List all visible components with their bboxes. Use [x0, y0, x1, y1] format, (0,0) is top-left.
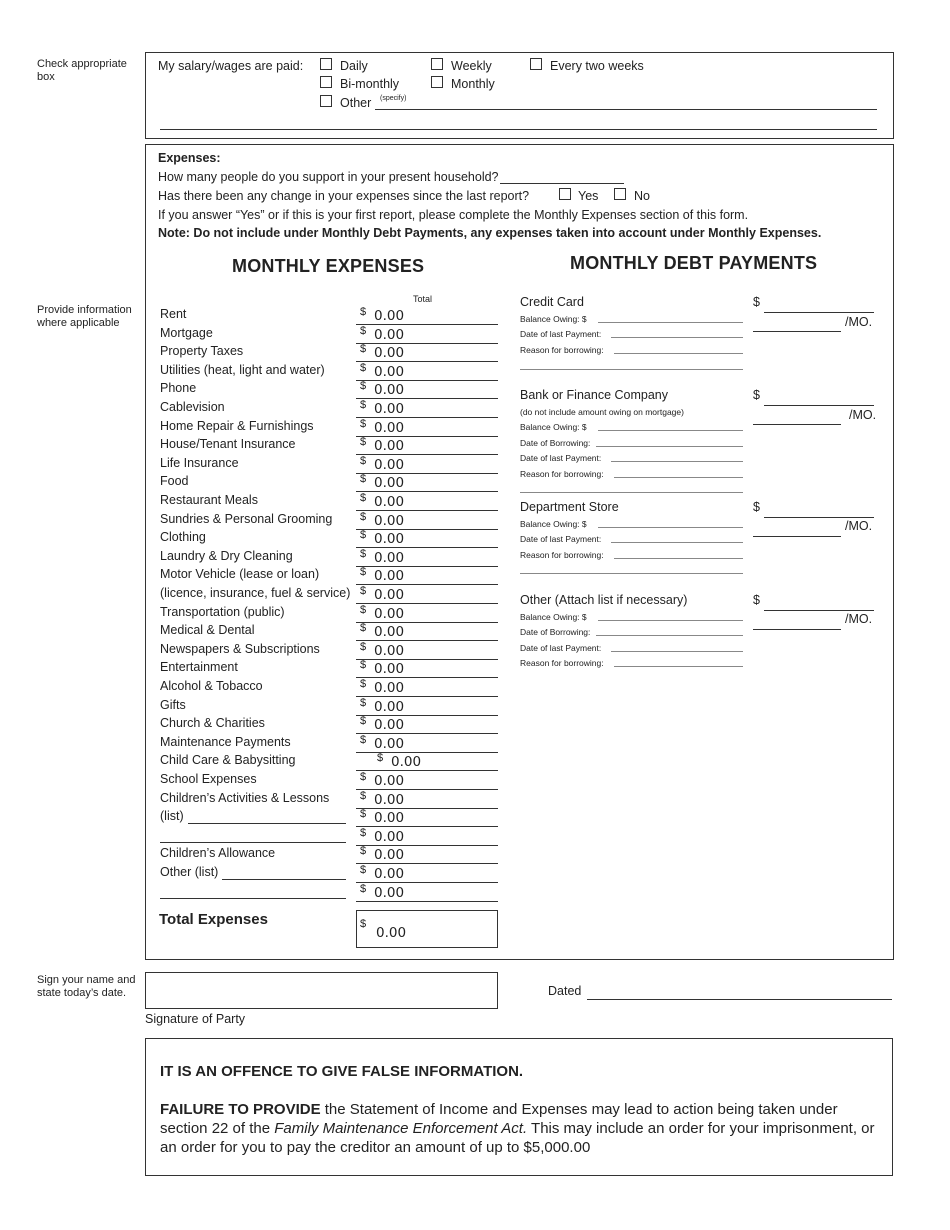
bank-reason-field-line2[interactable] [520, 492, 743, 493]
bank-reason-label: Reason for borrowing: [520, 469, 604, 479]
daily-checkbox[interactable] [320, 58, 332, 70]
expense-label: Medical & Dental [160, 623, 255, 637]
expense-dollar-sign: $ [360, 771, 367, 783]
expense-description-field[interactable] [160, 842, 346, 843]
bank-borrowing-field[interactable] [596, 446, 743, 447]
expense-label: Gifts [160, 698, 186, 712]
warning-bold: FAILURE TO PROVIDE [160, 1101, 321, 1118]
expense-label: Food [160, 474, 189, 488]
expense-description-field[interactable] [222, 879, 346, 880]
other-label: Other [340, 96, 372, 110]
monthly-label: Monthly [451, 77, 495, 91]
expense-label: Phone [160, 381, 197, 395]
expense-dollar-sign: $ [360, 362, 367, 374]
expense-dollar-sign: $ [360, 455, 367, 467]
expense-value: 0.00 [374, 624, 405, 640]
expense-value: 0.00 [374, 606, 405, 622]
monthly-debt-heading: MONTHLY DEBT PAYMENTS [570, 253, 818, 273]
bank-last-payment-label: Date of last Payment: [520, 453, 602, 463]
instructions-text: If you answer “Yes” or if this is your first report, please complete the Monthly Expenses section of this form. [158, 208, 749, 222]
department-amount-field[interactable] [764, 517, 874, 518]
change-yes-label: Yes [578, 189, 599, 203]
expense-value: 0.00 [374, 847, 405, 863]
expense-value: 0.00 [374, 661, 405, 677]
expense-amount-field[interactable] [356, 696, 498, 697]
expense-amount-field[interactable] [356, 603, 498, 604]
expense-dollar-sign: $ [360, 585, 367, 597]
expense-amount-field[interactable] [356, 436, 498, 437]
expense-value: 0.00 [374, 401, 405, 417]
credit-card-amount-field[interactable] [764, 312, 874, 313]
expense-value: 0.00 [374, 327, 405, 343]
expense-value: 0.00 [374, 475, 405, 491]
other-debt-title: Other (Attach list if necessary) [520, 593, 688, 607]
expense-amount-field[interactable] [356, 677, 498, 678]
expense-dollar-sign: $ [360, 678, 367, 690]
credit-card-title: Credit Card [520, 295, 584, 309]
department-reason-field-line2[interactable] [520, 573, 743, 574]
credit-card-per-month: /MO. [845, 315, 873, 329]
expense-dollar-sign: $ [360, 659, 367, 671]
expense-label: Laundry & Dry Cleaning [160, 549, 293, 563]
expense-amount-field[interactable] [356, 473, 498, 474]
side-note-sign: Sign your name and state today’s date. [37, 974, 136, 999]
expense-amount-field[interactable] [356, 640, 498, 641]
expense-amount-field[interactable] [356, 659, 498, 660]
expense-amount-field[interactable] [356, 510, 498, 511]
other-per-month: /MO. [845, 612, 873, 626]
expense-value: 0.00 [374, 550, 405, 566]
expense-dollar-sign: $ [360, 473, 367, 485]
department-reason-label: Reason for borrowing: [520, 550, 604, 560]
department-balance-label: Balance Owing: $ [520, 519, 587, 529]
expense-value: 0.00 [374, 364, 405, 380]
expense-value: 0.00 [374, 773, 405, 789]
dated-label: Dated [548, 984, 582, 998]
department-monthly-field[interactable] [753, 536, 841, 537]
expense-value: 0.00 [374, 438, 405, 454]
expense-dollar-sign: $ [360, 845, 367, 857]
expense-value: 0.00 [374, 494, 405, 510]
total-expenses-label: Total Expenses [159, 911, 268, 928]
other-monthly-field[interactable] [753, 629, 841, 630]
expense-value: 0.00 [374, 699, 405, 715]
expense-label: Life Insurance [160, 456, 239, 470]
expense-label: Maintenance Payments [160, 735, 291, 749]
expense-amount-field[interactable] [356, 808, 498, 809]
expense-dollar-sign: $ [360, 734, 367, 746]
expense-label: Other (list) [160, 865, 219, 879]
expense-label: Entertainment [160, 660, 238, 674]
warning-paragraph [160, 1100, 880, 1157]
credit-card-monthly-field[interactable] [753, 331, 841, 332]
expense-value: 0.00 [374, 643, 405, 659]
expense-value: 0.00 [374, 885, 405, 901]
department-per-month: /MO. [845, 519, 873, 533]
expense-dollar-sign: $ [360, 492, 367, 504]
expense-label: (licence, insurance, fuel & service) [160, 586, 351, 600]
expense-label: Sundries & Personal Grooming [160, 512, 333, 526]
credit-card-reason-label: Reason for borrowing: [520, 345, 604, 355]
expense-dollar-sign: $ [360, 399, 367, 411]
expense-dollar-sign: $ [360, 306, 367, 318]
weekly-checkbox[interactable] [431, 58, 443, 70]
expense-dollar-sign: $ [360, 864, 367, 876]
expense-dollar-sign: $ [360, 790, 367, 802]
other-balance-label: Balance Owing: $ [520, 612, 587, 622]
expense-value: 0.00 [374, 531, 405, 547]
other-last-payment-field[interactable] [611, 651, 743, 652]
department-last-payment-label: Date of last Payment: [520, 534, 602, 544]
expense-label: Church & Charities [160, 716, 265, 730]
expense-amount-field[interactable] [356, 789, 498, 790]
credit-card-balance-field[interactable] [598, 322, 743, 323]
expense-value: 0.00 [374, 568, 405, 584]
expense-dollar-sign: $ [360, 883, 367, 895]
expense-value: 0.00 [374, 792, 405, 808]
daily-label: Daily [340, 59, 368, 73]
monthly-checkbox[interactable] [431, 76, 443, 88]
expense-dollar-sign: $ [360, 436, 367, 448]
expense-amount-field[interactable] [356, 529, 498, 530]
other-borrowing-field[interactable] [596, 635, 743, 636]
expense-dollar-sign: $ [360, 808, 367, 820]
side-note-provide-info: Provide information where applicable [37, 304, 132, 329]
expense-label: Property Taxes [160, 344, 244, 358]
expense-label: Newspapers & Subscriptions [160, 642, 320, 656]
expense-value: 0.00 [374, 717, 405, 733]
weekly-label: Weekly [451, 59, 492, 73]
bank-amount-field[interactable] [764, 405, 874, 406]
expense-label: Child Care & Babysitting [160, 753, 296, 767]
expense-value: 0.00 [374, 457, 405, 473]
signature-label: Signature of Party [145, 1012, 246, 1026]
expense-dollar-sign: $ [360, 827, 367, 839]
expense-label: Children’s Activities & Lessons [160, 791, 330, 805]
expense-dollar-sign: $ [360, 622, 367, 634]
expense-amount-field[interactable] [356, 733, 498, 734]
credit-card-balance-label: Balance Owing: $ [520, 314, 587, 324]
expense-value: 0.00 [374, 829, 405, 845]
expense-amount-field[interactable] [356, 566, 498, 567]
expense-amount-field[interactable] [356, 584, 498, 585]
other-specify-field[interactable] [375, 109, 877, 110]
expense-label: Children’s Allowance [160, 846, 276, 860]
change-no-checkbox[interactable] [614, 188, 626, 200]
expense-label: Rent [160, 307, 187, 321]
expense-amount-field[interactable] [356, 863, 498, 864]
expense-amount-field[interactable] [356, 826, 498, 827]
other-reason-label: Reason for borrowing: [520, 658, 604, 668]
note-text: Note: Do not include under Monthly Debt Payments, any expenses taken into account under Monthly Expenses. [158, 226, 822, 240]
bi-monthly-checkbox[interactable] [320, 76, 332, 88]
expense-label: School Expenses [160, 772, 257, 786]
expense-label: Cablevision [160, 400, 225, 414]
expense-amount-field[interactable] [356, 454, 498, 455]
expense-value: 0.00 [374, 382, 405, 398]
expense-value: 0.00 [374, 420, 405, 436]
bank-reason-field[interactable] [614, 477, 743, 478]
warning-text-2: This may include an order for your imprisonment, or an order for you to pay the creditor an amount of up to $5,000.00 [160, 1120, 875, 1156]
bank-borrowing-label: Date of Borrowing: [520, 438, 591, 448]
warning-act-name: Family Maintenance Enforcement Act. [274, 1120, 528, 1137]
expense-amount-field[interactable] [356, 622, 498, 623]
other-dollar-sign: $ [753, 593, 760, 607]
expense-label: Restaurant Meals [160, 493, 258, 507]
expense-amount-field[interactable] [356, 380, 498, 381]
department-balance-field[interactable] [598, 527, 743, 528]
expense-dollar-sign: $ [360, 529, 367, 541]
expense-amount-field[interactable] [356, 343, 498, 344]
bank-last-payment-field[interactable] [611, 461, 743, 462]
expense-amount-field[interactable] [356, 770, 498, 771]
expense-amount-field[interactable] [356, 901, 498, 902]
expense-dollar-sign: $ [360, 548, 367, 560]
side-note-check-box: Check appropriate box [37, 58, 127, 83]
department-store-title: Department Store [520, 500, 619, 514]
expense-value: 0.00 [374, 587, 405, 603]
other-amount-field[interactable] [764, 610, 874, 611]
expense-value: 0.00 [391, 754, 422, 770]
expense-value: 0.00 [374, 308, 405, 324]
credit-card-dollar-sign: $ [753, 295, 760, 309]
bank-balance-label: Balance Owing: $ [520, 422, 587, 432]
expense-label: Utilities (heat, light and water) [160, 363, 325, 377]
expense-description-field[interactable] [188, 823, 346, 824]
bank-per-month: /MO. [849, 408, 877, 422]
expense-label: House/Tenant Insurance [160, 437, 296, 451]
expense-label: Home Repair & Furnishings [160, 419, 314, 433]
total-dollar-sign: $ [360, 918, 367, 930]
bank-balance-field[interactable] [598, 430, 743, 431]
expense-dollar-sign: $ [360, 511, 367, 523]
expense-dollar-sign: $ [360, 697, 367, 709]
expense-label: Motor Vehicle (lease or loan) [160, 567, 320, 581]
expense-amount-field[interactable] [356, 398, 498, 399]
expense-dollar-sign: $ [360, 641, 367, 653]
household-count-field[interactable] [500, 183, 624, 184]
expense-description-field[interactable] [160, 898, 346, 899]
expense-dollar-sign: $ [377, 752, 384, 764]
expense-amount-field[interactable] [356, 417, 498, 418]
bank-monthly-field[interactable] [753, 424, 841, 425]
warning-heading: IT IS AN OFFENCE TO GIVE FALSE INFORMATION. [160, 1063, 524, 1080]
expense-dollar-sign: $ [360, 380, 367, 392]
expense-amount-field[interactable] [356, 547, 498, 548]
change-question: Has there been any change in your expenses since the last report? [158, 189, 530, 203]
other-balance-field[interactable] [598, 620, 743, 621]
expense-label: Mortgage [160, 326, 213, 340]
department-reason-field[interactable] [614, 558, 743, 559]
expense-amount-field[interactable] [356, 324, 498, 325]
other-reason-field[interactable] [614, 666, 743, 667]
expense-dollar-sign: $ [360, 566, 367, 578]
credit-card-reason-field[interactable] [614, 353, 743, 354]
expense-dollar-sign: $ [360, 418, 367, 430]
credit-card-last-payment-field[interactable] [611, 337, 743, 338]
expense-value: 0.00 [374, 513, 405, 529]
warning-text-1: the Statement of Income and Expenses may lead to action being taken under section 22 of the [160, 1101, 838, 1137]
bank-note: (do not include amount owing on mortgage) [520, 407, 684, 417]
pay-frequency-label: My salary/wages are paid: [158, 59, 304, 73]
expense-value: 0.00 [374, 736, 405, 752]
date-field[interactable] [587, 999, 892, 1000]
department-last-payment-field[interactable] [611, 542, 743, 543]
expense-dollar-sign: $ [360, 343, 367, 355]
department-dollar-sign: $ [753, 500, 760, 514]
expense-amount-field[interactable] [356, 882, 498, 883]
signature-field[interactable] [145, 972, 498, 1009]
expense-value: 0.00 [374, 680, 405, 696]
expense-amount-field[interactable] [356, 491, 498, 492]
expense-amount-field[interactable] [356, 715, 498, 716]
other-borrowing-label: Date of Borrowing: [520, 627, 591, 637]
expense-label: Transportation (public) [160, 605, 285, 619]
total-column-header: Total [413, 294, 433, 304]
every-two-weeks-checkbox[interactable] [530, 58, 542, 70]
bi-monthly-label: Bi-monthly [340, 77, 400, 91]
expense-value: 0.00 [374, 810, 405, 826]
expense-label: Clothing [160, 530, 206, 544]
credit-card-last-payment-label: Date of last Payment: [520, 329, 602, 339]
expense-label: Alcohol & Tobacco [160, 679, 263, 693]
change-no-label: No [634, 189, 650, 203]
expense-dollar-sign: $ [360, 325, 367, 337]
household-question: How many people do you support in your present household? [158, 170, 499, 184]
expense-label: (list) [160, 809, 184, 823]
change-yes-checkbox[interactable] [559, 188, 571, 200]
specify-hint: (specify) [380, 95, 407, 102]
monthly-expenses-heading: MONTHLY EXPENSES [232, 256, 425, 276]
expense-dollar-sign: $ [360, 604, 367, 616]
credit-card-reason-field-line2[interactable] [520, 369, 743, 370]
expenses-heading: Expenses: [158, 151, 221, 165]
total-expenses-value: 0.00 [376, 925, 407, 941]
expense-dollar-sign: $ [360, 715, 367, 727]
bank-dollar-sign: $ [753, 388, 760, 402]
bank-title: Bank or Finance Company [520, 388, 668, 402]
expense-amount-field[interactable] [356, 361, 498, 362]
other-checkbox[interactable] [320, 95, 332, 107]
expense-value: 0.00 [374, 866, 405, 882]
expense-value: 0.00 [374, 345, 405, 361]
other-specify-field-line2[interactable] [160, 129, 877, 130]
expense-amount-field[interactable] [356, 845, 498, 846]
other-last-payment-label: Date of last Payment: [520, 643, 602, 653]
every-two-weeks-label: Every two weeks [550, 59, 644, 73]
